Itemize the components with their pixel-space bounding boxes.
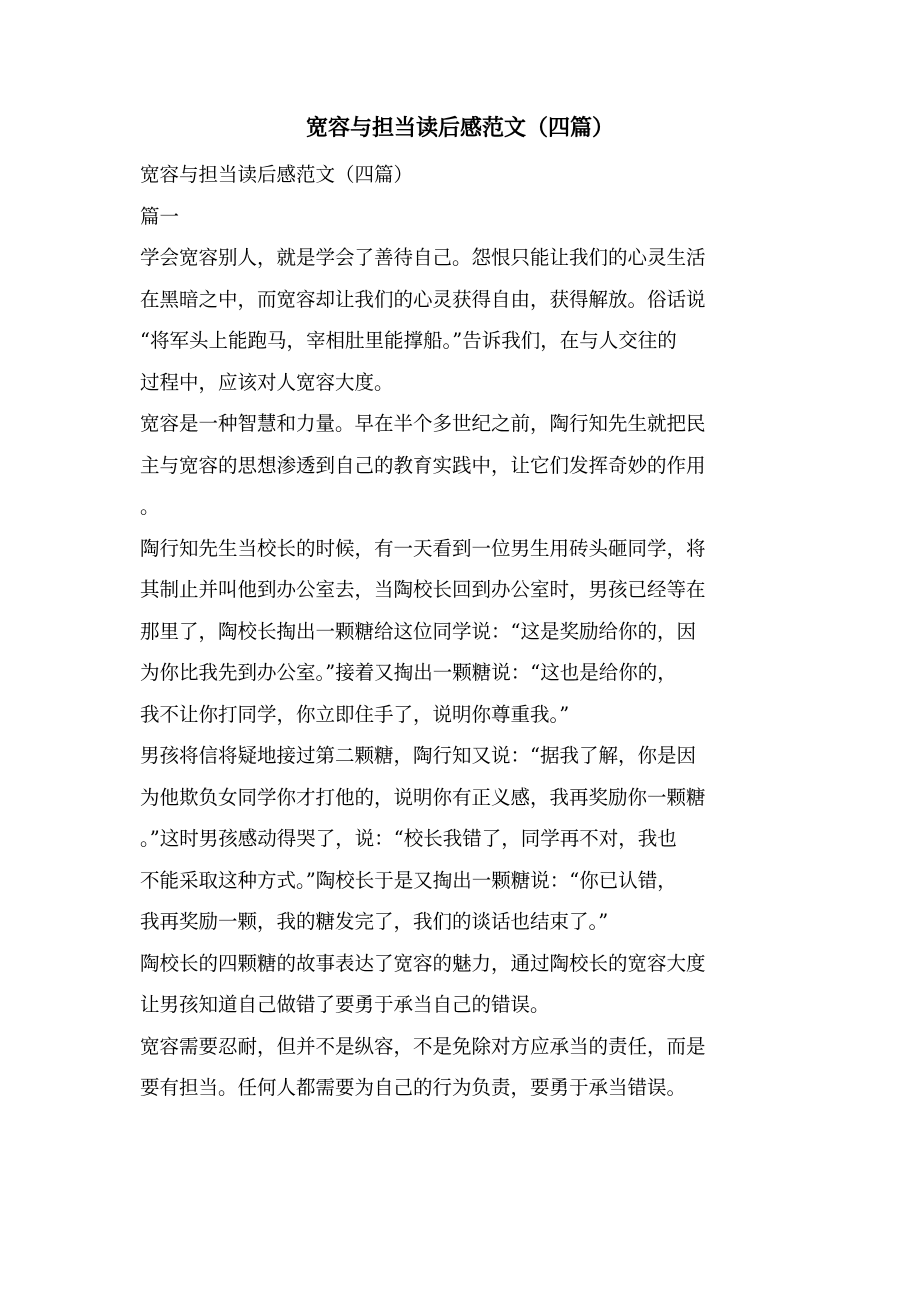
paragraph-line: 不能采取这种方式。”陶校长于是又掏出一颗糖说：“你已认错， <box>140 868 677 892</box>
paragraph-line: 为他欺负女同学你才打他的，说明你有正义感，我再奖励你一颗糖 <box>140 785 706 809</box>
paragraph-line: 男孩将信将疑地接过第二颗糖，陶行知又说：“据我了解，你是因 <box>140 744 696 767</box>
paragraph-line: 其制止并叫他到办公室去，当陶校长回到办公室时，男孩已经等在 <box>140 578 706 601</box>
body-paragraph <box>140 943 780 1026</box>
paragraph-list <box>140 237 780 1109</box>
body-paragraph <box>140 735 780 943</box>
body-paragraph <box>140 1026 780 1109</box>
paragraph-line: 。”这时男孩感动得哭了，说：“校长我错了，同学再不对，我也 <box>140 827 677 850</box>
paragraph-line: 让男孩知道自己做错了要勇于承当自己的错误。 <box>140 993 550 1016</box>
section-heading: 篇一 <box>140 204 180 228</box>
paragraph-line: 那里了，陶校长掏出一颗糖给这位同学说：“这是奖励给你的，因 <box>140 619 696 643</box>
paragraph-line: 宽容需要忍耐，但并不是纵容，不是免除对方应承当的责任，而是 <box>140 1034 706 1058</box>
paragraph-line: 。 <box>140 495 160 518</box>
paragraph-line: 宽容是一种智慧和力量。早在半个多世纪之前，陶行知先生就把民 <box>140 412 706 435</box>
paragraph-line: 学会宽容别人，就是学会了善待自己。怨恨只能让我们的心灵生活 <box>140 246 706 269</box>
paragraph-line: 主与宽容的思想渗透到自己的教育实践中，让它们发挥奇妙的作用 <box>140 453 706 477</box>
document-body <box>140 154 780 1109</box>
paragraph-line: 过程中，应该对人宽容大度。 <box>140 370 394 394</box>
body-paragraph <box>140 528 780 736</box>
document-subtitle: 宽容与担当读后感范文（四篇） <box>140 163 414 186</box>
paragraph-line: 陶行知先生当校长的时候，有一天看到一位男生用砖头砸同学，将 <box>140 536 706 560</box>
paragraph-line: 要有担当。任何人都需要为自己的行为负责，要勇于承当错误。 <box>140 1076 687 1099</box>
paragraph-line: 我再奖励一颗，我的糖发完了，我们的谈话也结束了。” <box>140 910 609 933</box>
document-title: 宽容与担当读后感范文（四篇） <box>305 115 614 141</box>
body-paragraph <box>140 403 780 528</box>
paragraph-line: 在黑暗之中，而宽容却让我们的心灵获得自由，获得解放。俗话说 <box>140 287 706 311</box>
paragraph-line: 我不让你打同学，你立即住手了，说明你尊重我。” <box>140 702 570 726</box>
body-paragraph <box>140 237 780 403</box>
paragraph-line: 陶校长的四颗糖的故事表达了宽容的魅力，通过陶校长的宽容大度 <box>140 951 706 975</box>
paragraph-line: “将军头上能跑马，宰相肚里能撑船。”告诉我们，在与人交往的 <box>140 329 677 352</box>
paragraph-line: 为你比我先到办公室。”接着又掏出一颗糖说：“这也是给你的， <box>140 661 677 684</box>
